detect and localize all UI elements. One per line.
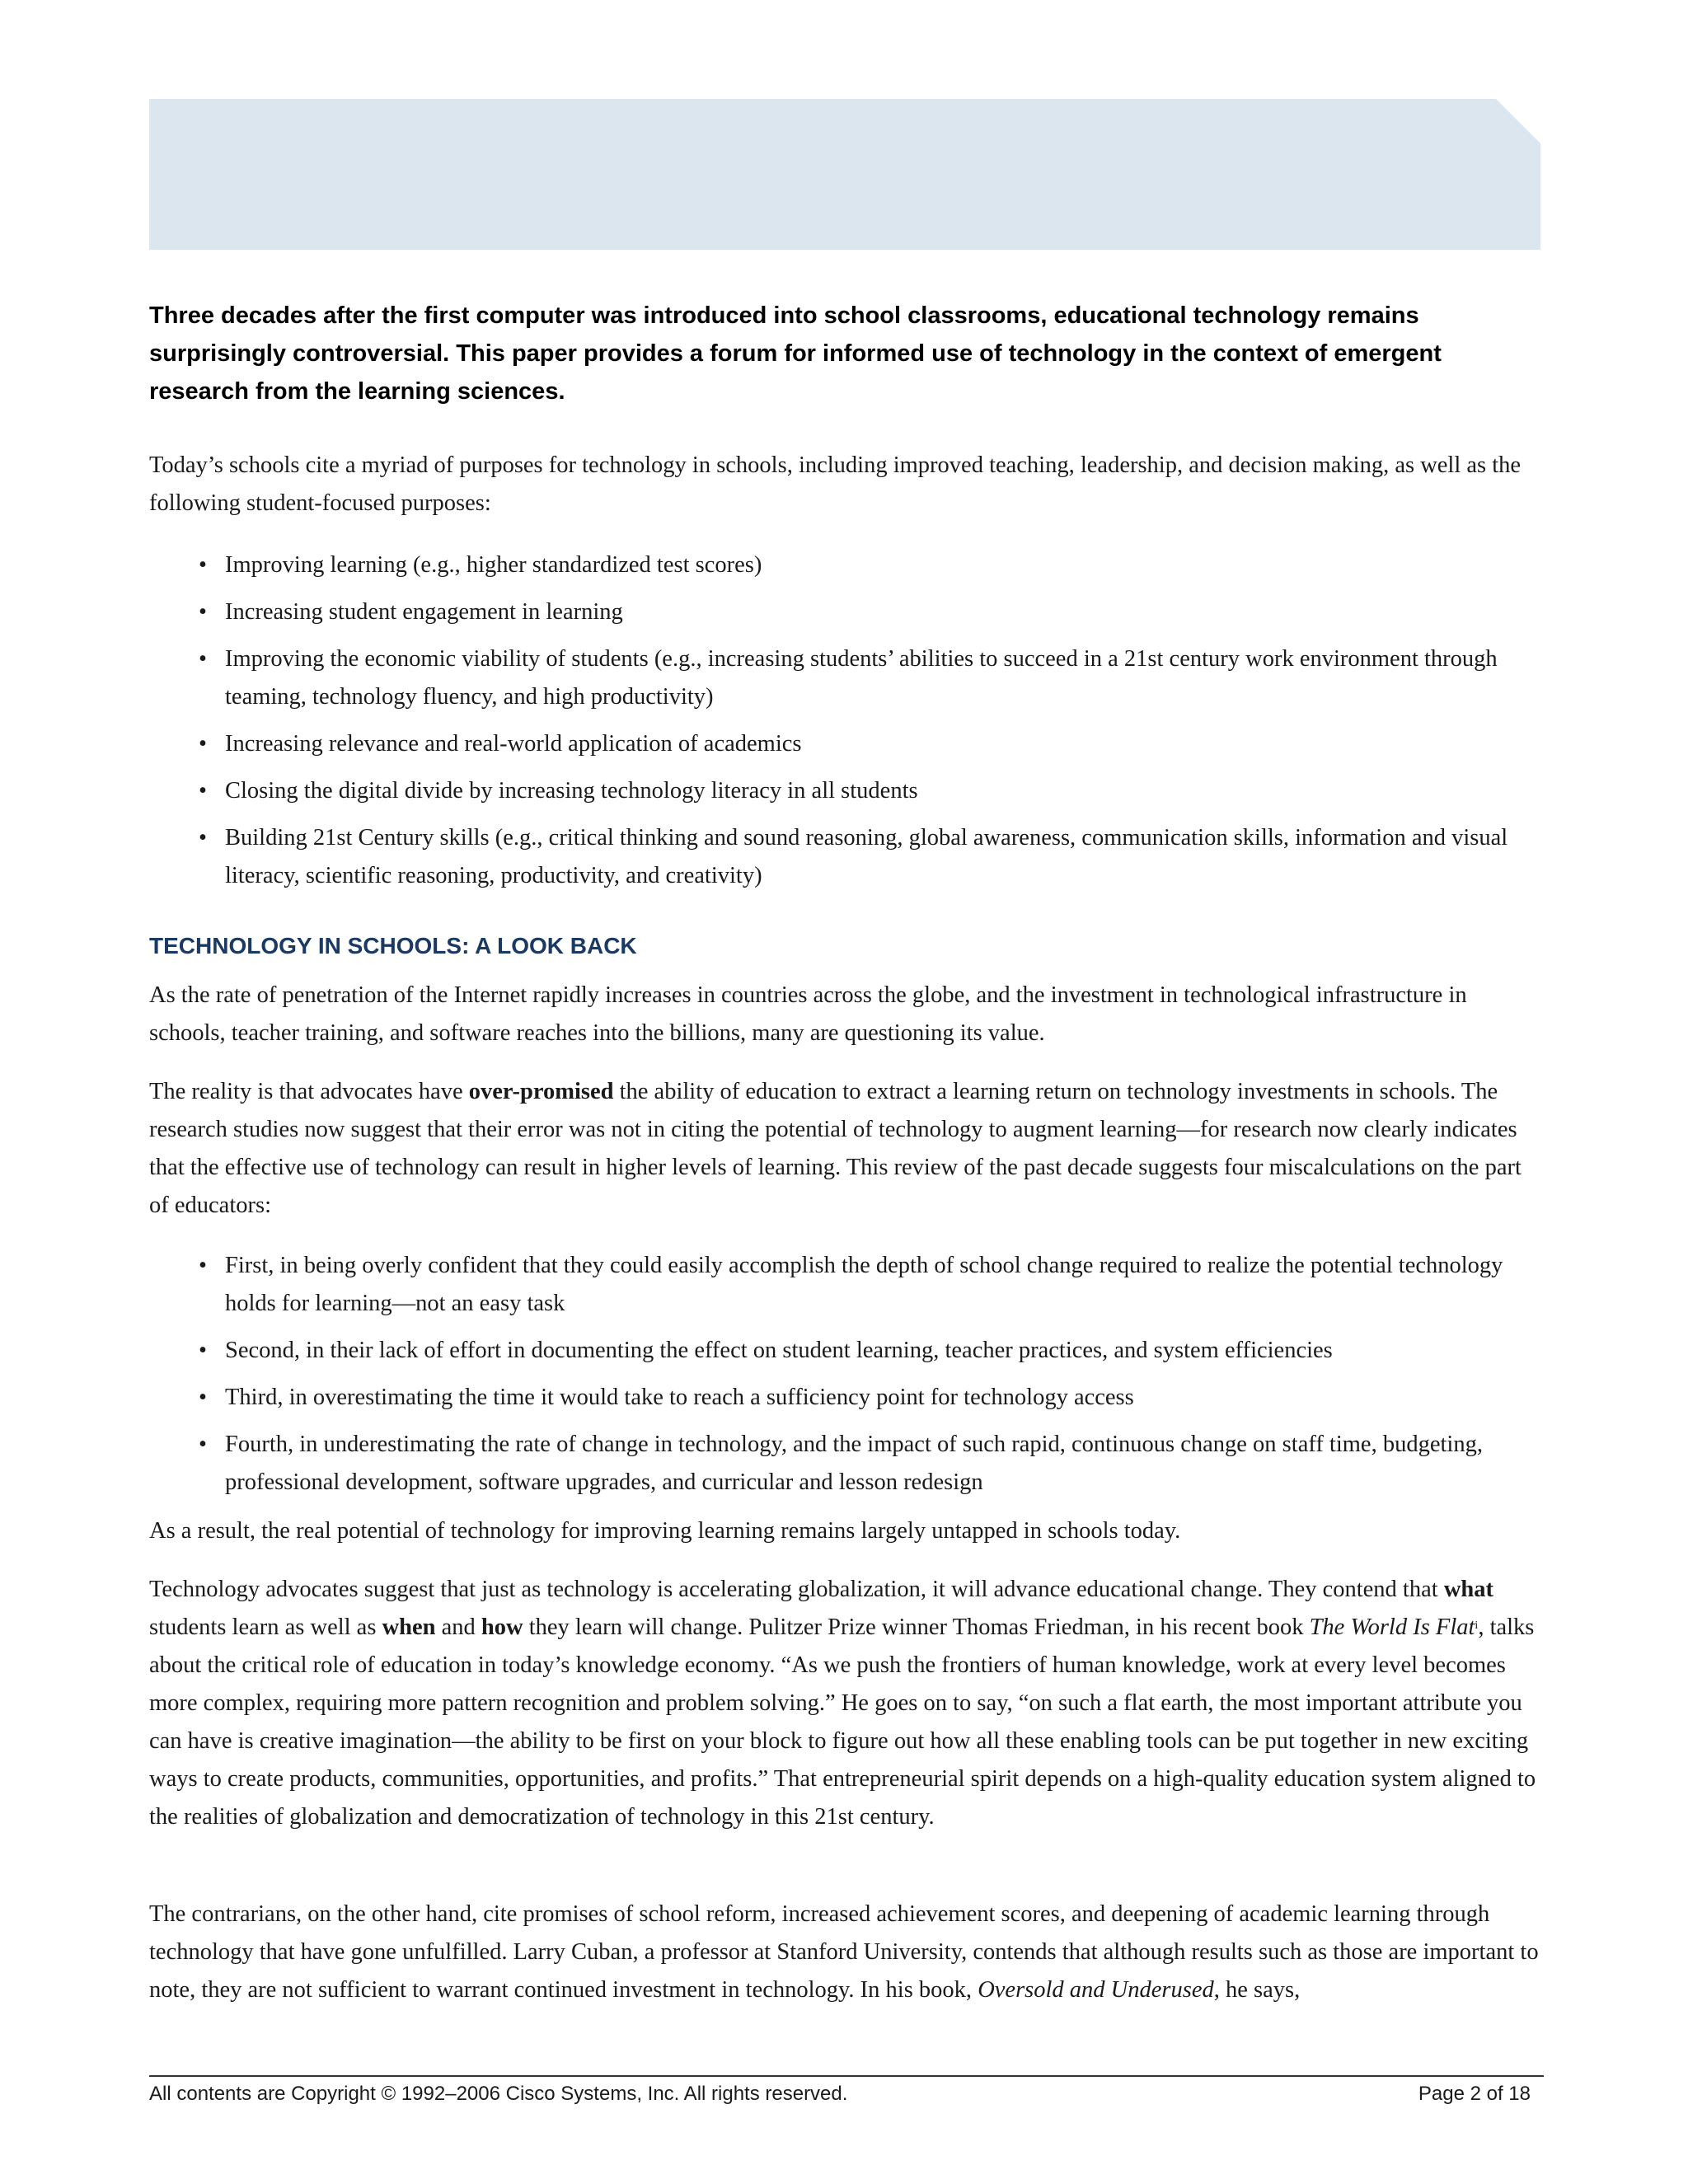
- bullet-icon: •: [199, 1338, 207, 1363]
- list-item: • Third, in overestimating the time it would take to reach a sufficiency point for technology access: [149, 1379, 1542, 1417]
- book-title: Oversold and Underused: [978, 1977, 1214, 2003]
- list-item: • Improving learning (e.g., higher standardized test scores): [149, 546, 1542, 584]
- footnote-ref[interactable]: i: [1475, 1619, 1479, 1632]
- list-item: • Building 21st Century skills (e.g., critical thinking and sound reasoning, global awareness, communication skills, information and visual literacy, scientific reasoning, productivity, and creativity): [149, 819, 1542, 895]
- copyright-notice: All contents are Copyright © 1992–2006 Cisco Systems, Inc. All rights reserved.: [149, 2083, 848, 2105]
- bullet-icon: •: [199, 1432, 207, 1457]
- list-item: • Second, in their lack of effort in documenting the effect on student learning, teacher practices, and system efficiencies: [149, 1332, 1542, 1370]
- bullet-icon: •: [199, 731, 207, 757]
- bullet-icon: •: [199, 778, 207, 804]
- paragraph-penetration: As the rate of penetration of the Internet rapidly increases in countries across the globe, and the investment in technological infrastructure in schools, teacher training, and software reaches into the billions, many are questioning its value.: [149, 982, 1467, 1046]
- abstract: Three decades after the first computer was introduced into school classrooms, educational technology remains surprisingly controversial. This paper provides a forum for informed use of technology in the context of emergent research from the learning sciences.: [149, 302, 1442, 405]
- page-footer: [149, 2080, 1531, 2108]
- purposes-list: [149, 546, 1542, 904]
- footer-divider: [149, 2075, 1544, 2077]
- section-heading: TECHNOLOGY IN SCHOOLS: A LOOK BACK: [149, 933, 637, 958]
- list-item: • First, in being overly confident that they could easily accomplish the depth of school change required to realize the potential technology holds for learning—not an easy task: [149, 1247, 1542, 1323]
- emphasis-bold: over-promised: [468, 1079, 614, 1104]
- list-item: • Increasing student engagement in learning: [149, 593, 1542, 631]
- list-item: • Fourth, in underestimating the rate of change in technology, and the impact of such rapid, continuous change on staff time, budgeting, professional development, software upgrades, and curricular and lesson redesign: [149, 1426, 1542, 1502]
- header-banner: [149, 99, 1540, 250]
- bullet-icon: •: [199, 599, 207, 625]
- page-number: Page 2 of 18: [1418, 2083, 1531, 2105]
- bullet-icon: •: [199, 552, 207, 578]
- intro-text: Today’s schools cite a myriad of purposes for technology in schools, including improved teaching, leadership, and decision making, as well as the following student-focused purposes:: [149, 452, 1522, 516]
- paragraph-result: As a result, the real potential of technology for improving learning remains largely untapped in schools today.: [149, 1518, 1181, 1544]
- miscalculations-list: [149, 1247, 1542, 1511]
- book-title: The World Is Flat: [1309, 1615, 1475, 1640]
- bullet-icon: •: [199, 1253, 207, 1278]
- bullet-icon: •: [199, 646, 207, 672]
- list-item: • Improving the economic viability of students (e.g., increasing students’ abilities to succeed in a 21st century work environment through teaming, technology fluency, and high productivity): [149, 640, 1542, 716]
- bullet-icon: •: [199, 1385, 207, 1410]
- paragraph-contrarians: The contrarians, on the other hand, cite promises of school reform, increased achievement scores, and deepening of academic learning through technology that have gone unfulfilled. Larry Cuban, a professor at Stanford University, contends that although results such as those are important to note, they are not sufficient to warrant continued investment in technology. In his book, Oversold and Underused, he says,: [149, 1901, 1539, 2003]
- bullet-icon: •: [199, 825, 207, 851]
- paragraph-advocates: Technology advocates suggest that just as technology is accelerating globalization, it will advance educational change. They contend that what students learn as well as when and how they learn will change. Pulitzer Prize winner Thomas Friedman, in his recent book The World Is Flat$^i$, talks about the critical role of education in today’s knowledge economy. “As we push the frontiers of human knowledge, work at every level becomes more complex, requiring more pattern recognition and problem solving.” He goes on to say, “on such a flat earth, the most important attribute you can have is creative imagination—the ability to be first on your block to figure out how all these enabling tools can be put together in new exciting ways to create products, communities, opportunities, and profits.” That entrepreneurial spirit depends on a high-quality education system aligned to the realities of globalization and democratization of technology in this 21st century.: [149, 1577, 1536, 1830]
- list-item: • Closing the digital divide by increasing technology literacy in all students: [149, 772, 1542, 810]
- intro-paragraph: [149, 447, 1542, 523]
- paragraph-over-promised: The reality is that advocates have over-promised the ability of education to extract a learning return on technology investments in schools. The research studies now suggest that their error was not in citing the potential of technology to augment learning—for research now clearly indicates that the effective use of technology can result in higher levels of learning. This review of the past decade suggests four miscalculations on the part of educators:: [149, 1079, 1522, 1218]
- list-item: • Increasing relevance and real-world application of academics: [149, 725, 1542, 763]
